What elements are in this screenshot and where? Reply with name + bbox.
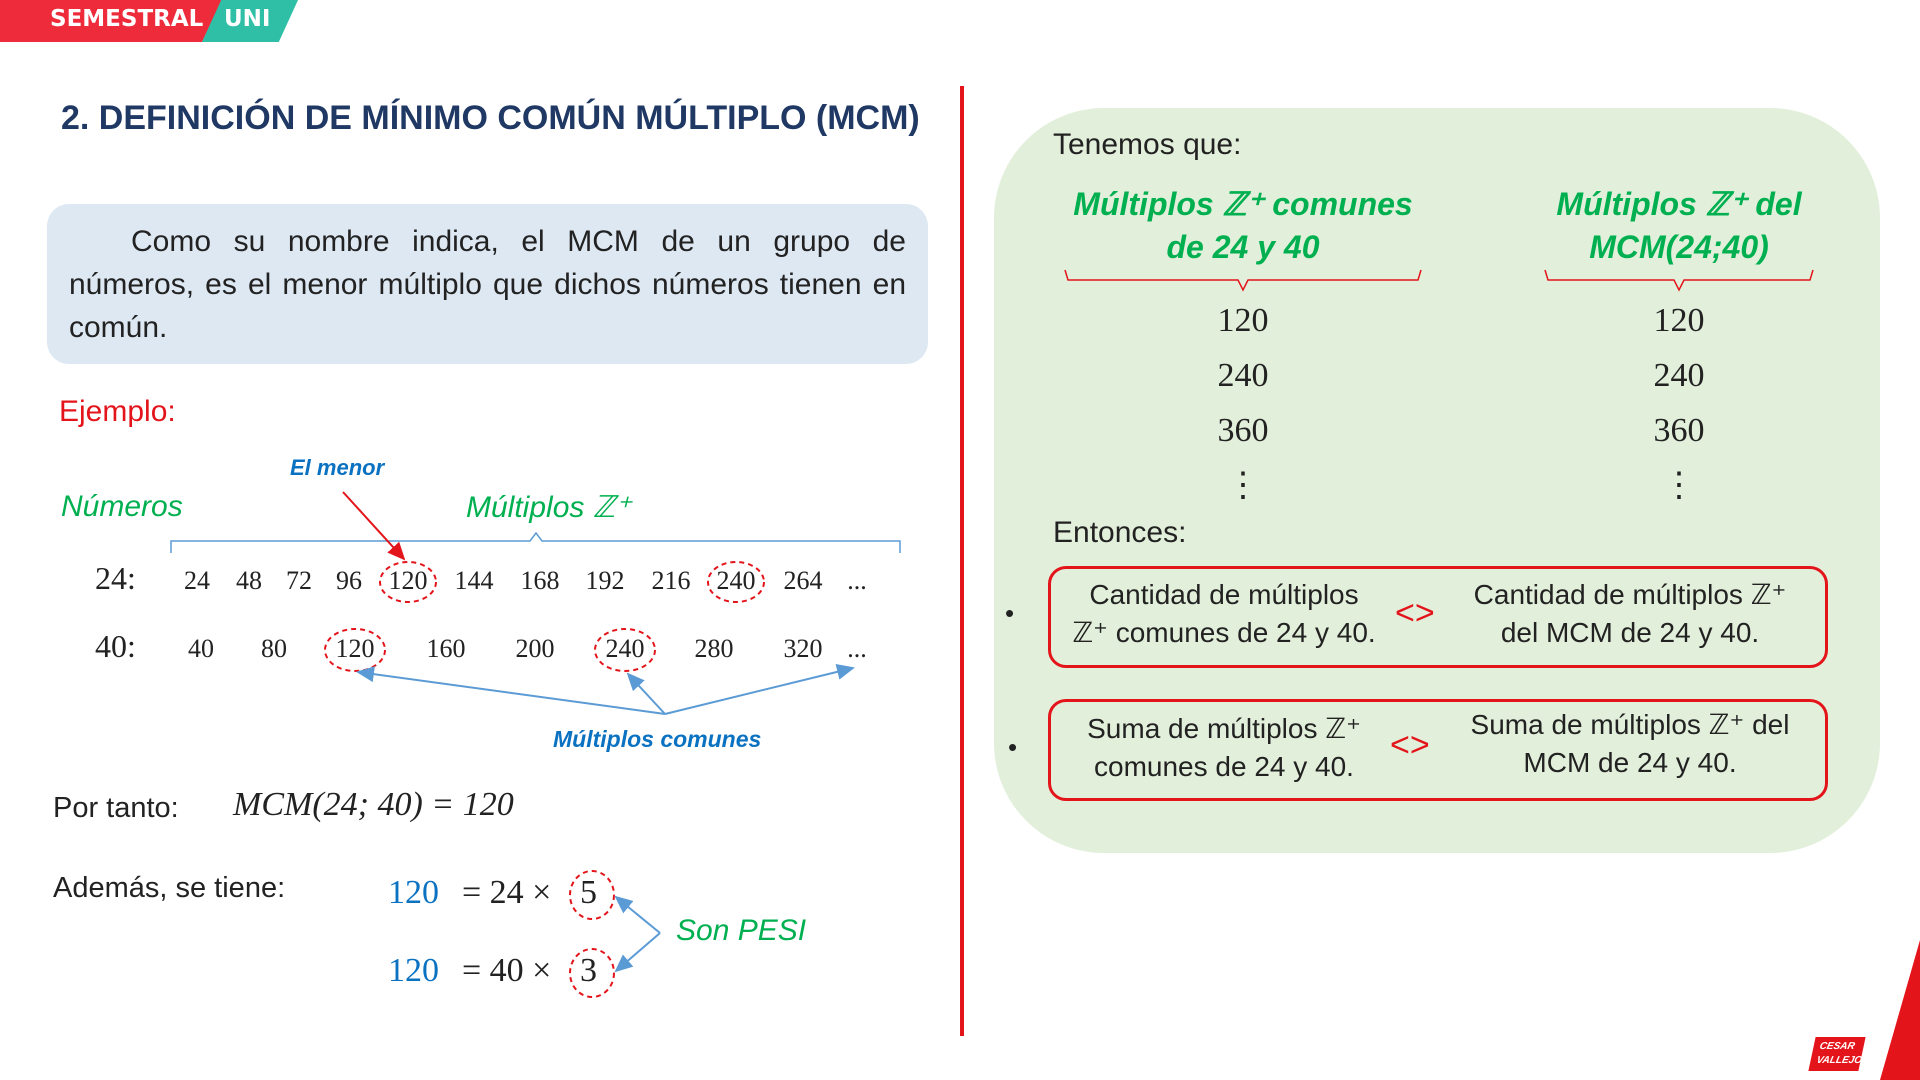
box2-right [1471,706,1790,782]
multiple-value: 240 [605,634,645,663]
box1-right-line2: del MCM de 24 y 40. [1500,617,1760,648]
multiple-value: 120 [335,634,375,663]
entonces-label: Entonces: [1053,516,1187,549]
example-label: Ejemplo: [59,395,176,428]
box2-left-line1: Suma de múltiplos ℤ⁺ [1087,713,1361,744]
eq1-factor: 5 [580,874,597,911]
multiple-value: 192 [585,566,625,595]
multiple-value: 120 [388,566,428,595]
mcm-result: MCM(24; 40) = 120 [233,786,514,823]
bullet-1: • [1005,598,1015,628]
numeros-label: Números [61,490,183,523]
eq2-factor: 3 [580,952,597,989]
page-title: 2. DEFINICIÓN DE MÍNIMO COMÚN MÚLTIPLO (MCM) [61,99,920,137]
col2-header-line1: Múltiplos ℤ⁺ del [1556,186,1802,222]
box1-right-line1: Cantidad de múltiplos ℤ⁺ [1473,579,1787,610]
son-pesi-label: Son PESI [676,914,807,947]
col2-brace [1545,270,1813,290]
multiple-value: 320 [783,634,823,663]
col1-value: 360 [1217,412,1269,449]
box2-right-line1: Suma de múltiplos ℤ⁺ del [1470,709,1790,740]
col1-value: 240 [1217,357,1269,394]
col2-value: 120 [1653,302,1705,339]
multiple-value: 72 [286,566,312,595]
box1-left-line1: Cantidad de múltiplos [1089,579,1359,610]
box1-left-line2: ℤ⁺ comunes de 24 y 40. [1072,617,1376,648]
bullet-2: • [1008,732,1018,762]
col1-value: 120 [1217,302,1269,339]
col2-value: ⋮ [1662,467,1696,504]
box2-left [1087,710,1361,786]
col1-header-line1: Múltiplos ℤ⁺ comunes [1073,186,1413,222]
row-label: 40: [95,628,136,664]
box1-left [1072,576,1375,652]
col2-value: 240 [1653,357,1705,394]
multiple-value: 240 [716,566,756,595]
ademas-label: Además, se tiene: [53,872,286,904]
box2-right-line2: MCM de 24 y 40. [1523,747,1737,778]
eq2-rhs: = 40 × [462,952,552,989]
multiple-value: 40 [188,634,214,663]
col2-header-line2: MCM(24;40) [1589,229,1769,265]
eq1-rhs: = 24 × [462,874,552,911]
multiple-value: ... [847,566,867,595]
box1-operator: <> [1395,594,1435,632]
multiple-value: 96 [336,566,362,595]
tenemos-label: Tenemos que: [1053,128,1242,161]
box1-right [1474,576,1787,652]
box2-operator: <> [1390,726,1430,764]
col1-value: ⋮ [1226,467,1260,504]
multiple-value: 80 [261,634,287,663]
multiple-value: 200 [515,634,555,663]
multiple-value: 24 [184,566,210,595]
col1-header-line2: de 24 y 40 [1166,229,1320,265]
multiple-value: 280 [694,634,734,663]
multiple-value: 144 [454,566,494,595]
multiplos-label: Múltiplos ℤ⁺ [466,491,631,524]
multiple-value: ... [847,634,867,663]
header-uni: UNI [224,6,271,32]
eq1-lhs: 120 [388,874,439,911]
multiple-value: 168 [520,566,560,595]
multiplos-comunes-label: Múltiplos comunes [553,726,762,752]
multiple-value: 216 [651,566,691,595]
col1-brace [1065,270,1421,290]
el-menor-label: El menor [290,455,385,480]
row-label: 24: [95,560,136,596]
cesar-vallejo-logo: CESAR VALLEJO [1808,1037,1865,1071]
multiple-value: 264 [783,566,823,595]
eq2-lhs: 120 [388,952,439,989]
box2-left-line2: comunes de 24 y 40. [1094,751,1354,782]
definition-box: Como su nombre indica, el MCM de un grupo de números, es el menor múltiplo que dichos números tienen en común. [47,204,928,364]
col2-value: 360 [1653,412,1705,449]
header-semestral: SEMESTRAL [50,6,204,32]
multiple-value: 160 [426,634,466,663]
multiple-value: 48 [236,566,262,595]
por-tanto-label: Por tanto: [53,792,179,824]
